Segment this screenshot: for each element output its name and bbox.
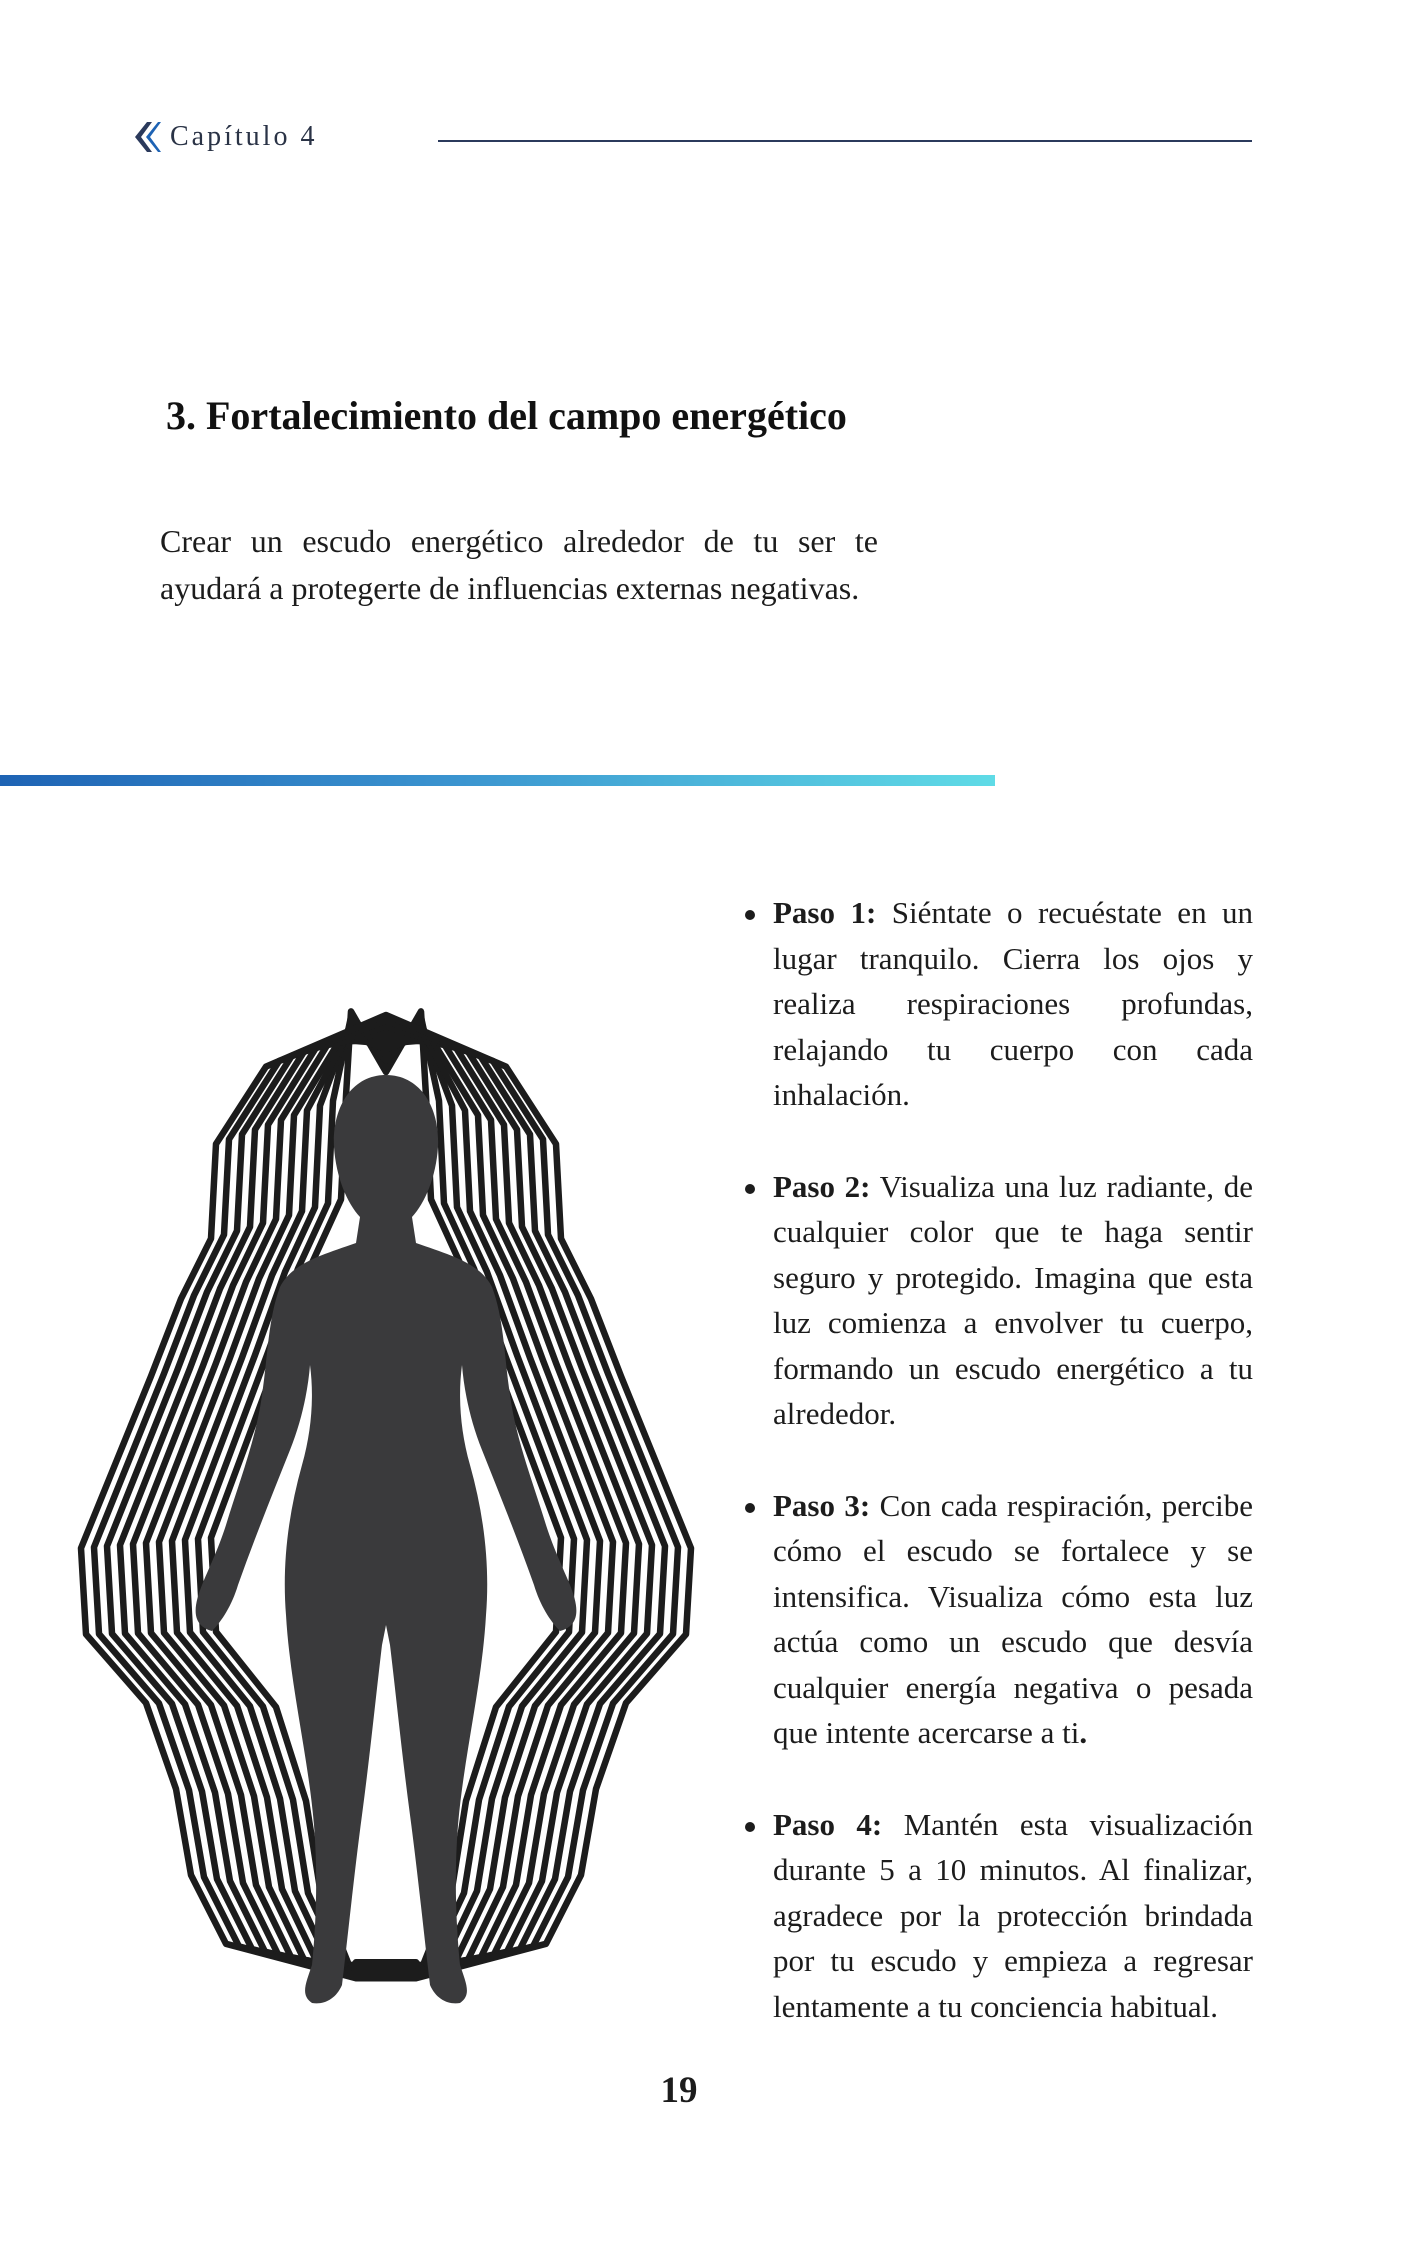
step-text: Siéntate o recuéstate en un lugar tranquilo. Cierra los ojos y realiza respiraciones profundas, relajando tu cuerpo con cada inhalación. (773, 895, 1254, 1112)
step-end: . (1079, 1715, 1088, 1750)
energy-field-figure (62, 925, 710, 2055)
step-label: Paso 2: (773, 1168, 871, 1204)
gradient-divider (0, 775, 995, 786)
bullet-icon (745, 1822, 755, 1832)
list-item (740, 1802, 1253, 2030)
step-text: Mantén esta visualización durante 5 a 10 minutos. Al finalizar, agradece por la protección brindada por tu escudo y empieza a regresar lentamente a tu conciencia habitual. (773, 1806, 1254, 2024)
step-label: Paso 3: (773, 1487, 871, 1523)
double-chevron-left-icon (132, 120, 162, 154)
list-item (740, 1164, 1253, 1437)
list-item (740, 1483, 1253, 1756)
chapter-header (132, 120, 317, 154)
list-item (740, 890, 1253, 1118)
chapter-label: Capítulo 4 (170, 121, 318, 152)
bullet-icon (745, 910, 755, 920)
page-number: 19 (660, 2070, 698, 2111)
step-text: Con cada respiración, percibe cómo el escudo se fortalece y se intensifica. Visualiza cómo esta luz actúa como un escudo que desvía cualquier energía negativa o pesada que intente acercarse a ti (773, 1487, 1253, 1750)
bullet-icon (745, 1184, 755, 1194)
step-text: Visualiza una luz radiante, de cualquier color que te haga sentir seguro y protegido. Imagina que esta luz comienza a envolver tu cuerpo, formando un escudo energético a tu alrededor. (773, 1168, 1253, 1431)
step-label: Paso 4: (773, 1806, 883, 1842)
steps-list (740, 890, 1253, 2075)
header-rule (438, 140, 1252, 142)
section-title: 3. Fortalecimiento del campo energético (166, 393, 847, 438)
intro-paragraph: Crear un escudo energético alrededor de tu ser te ayudará a protegerte de influencias externas negativas. (160, 523, 878, 606)
step-label: Paso 1: (773, 895, 877, 930)
bullet-icon (745, 1503, 755, 1513)
